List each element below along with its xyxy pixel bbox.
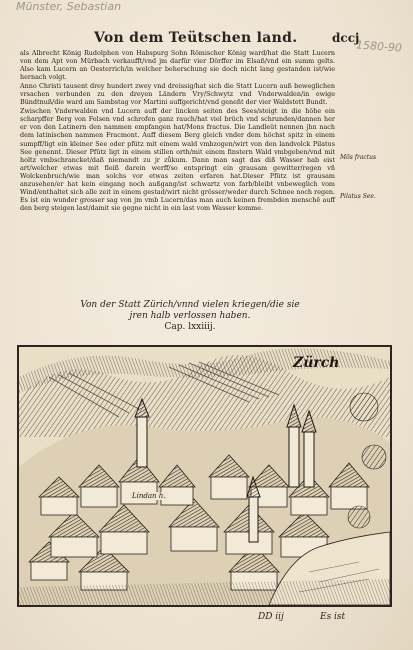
woodcut-illustration xyxy=(19,347,390,605)
running-title: Von dem Teütschen land. xyxy=(94,30,298,46)
signature-mark: DD iij xyxy=(258,612,284,622)
page-footer xyxy=(0,612,413,626)
woodcut-inner-label: Lindan h. xyxy=(132,492,166,500)
running-header xyxy=(70,30,370,48)
margin-note-mons-fractus: Mõs fractus xyxy=(340,154,377,161)
paragraph-3: Zwischen Vnderwalden vnd Lucern auff der lincken seiten des Sees/steigt in die höhe ein scharpffer Berg von Felsen vnd schrofen ganz rauch/hat viel brüch vnd schrunden/dannen her er von den Latinern den nammen empfangen hat/Mons fractus. Die Landleüt nennen jhn nach dem latinischen nammen Fracmont. Auff diesem Berg gleich vnder dem höchst spitz in einem sumpff/ligt ein kleiner See oder pfütz mit einem wald vmbzogen/wirt von den landvolck Pilatus See genennt. Dieser Pfütz ligt in einem stillen orth/mit einem finstern Wald vmbgeben/vnd mit holtz vmbschrancket/daß niemandt zu jr zůkum. Dann man sagt das diß Wasser hab eist art/welcher etwas mit fleiß darein werff/so entspringt ein grausam gewitter/regen vñ Wolckenbruch/wie man solchs vor etwas zeiten erfaren hat.Dieser Pfütz ist grausam anzusehen/er hat kein eingang noch außgang/ist schwartz von farb/bleibt vnbeweglich vom Wind/enthaltet sich alle zeit in einem gestad/wirt nicht grösser/weder durch Schnee noch regen. Es ist ein wunder grosser sag von jm vmb Lucern/das man auch keinen frembden menschē auff den berg steigen last/damit sie gegne nicht in ein last vom Wasser komme. xyxy=(20,107,335,212)
woodcut-city-label: Zürch xyxy=(293,355,340,371)
margin-note-pilatus-see: Pilatus See. xyxy=(340,193,376,200)
chapter-heading xyxy=(40,300,340,333)
chapter-number: Cap. lxxiiij. xyxy=(164,322,216,332)
chapter-heading-line-2: jren halb verlossen haben. xyxy=(129,310,251,321)
chapter-heading-line-1: Von der Statt Zürich/vnnd vielen kriegen/die sie xyxy=(80,300,300,310)
paragraph-1: als Albrecht König Rudolphen von Habspurg Sohn Römischer König ward/hat die Statt Lucern von dem Apt von Mürbach verkaufft/vnd jm darfür vier Dörffer im Elsaß/vnd ein summ gelts. Also kam Lucern an Oesterrich/in welcher beherschung sie doch nicht lang gestanden ist/wie hernach volgt. xyxy=(20,49,335,82)
body-text xyxy=(20,49,335,212)
folio-number: dccj xyxy=(332,31,360,45)
paragraph-2: Anno Christi tausent drey hundert zwey vnd dreissig/hat sich die Statt Lucern auß beweglichen vrsachen verbunden zu den dreyen Ländern Vry/Schwytz vnd Vnderwalden/in ewige Bündtnuß/die ward am Sambstag vor Martini auffgericht/vnd geneñt der vier Waldstett Bundt. xyxy=(20,82,335,107)
pencil-annotation-author: Münster, Sebastian xyxy=(16,0,122,13)
woodcut-city-view xyxy=(17,345,392,607)
catchword: Es ist xyxy=(320,612,346,622)
pencil-annotation-date: 1580-90 xyxy=(355,38,403,55)
